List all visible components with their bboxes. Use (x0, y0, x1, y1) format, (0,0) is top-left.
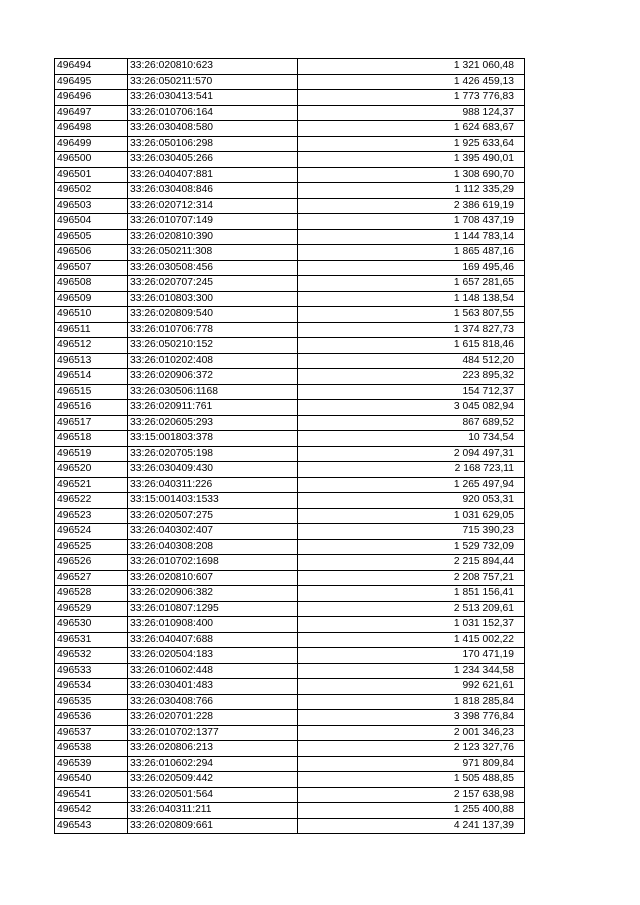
cadastral-value-cell: 1 148 138,54 (298, 291, 525, 307)
cadastral-value-cell: 867 689,52 (298, 415, 525, 431)
cadastral-number-cell: 33:26:020507:275 (128, 508, 298, 524)
row-number-cell: 496518 (55, 431, 128, 447)
cadastral-value-cell: 1 505 488,85 (298, 772, 525, 788)
cadastral-value-cell: 992 621,61 (298, 679, 525, 695)
table-row (55, 632, 525, 648)
cadastral-number-cell: 33:26:030405:266 (128, 152, 298, 168)
cadastral-number-cell: 33:26:020504:183 (128, 648, 298, 664)
table-row (55, 477, 525, 493)
cadastral-number-cell: 33:26:020701:228 (128, 710, 298, 726)
cadastral-value-cell: 1 851 156,41 (298, 586, 525, 602)
table-row (55, 539, 525, 555)
cadastral-value-cell: 1 308 690,70 (298, 167, 525, 183)
cadastral-number-cell: 33:26:040311:211 (128, 803, 298, 819)
cadastral-number-cell: 33:15:001403:1533 (128, 493, 298, 509)
cadastral-value-cell: 169 495,46 (298, 260, 525, 276)
table-row (55, 648, 525, 664)
table-row (55, 617, 525, 633)
cadastral-number-cell: 33:26:010908:400 (128, 617, 298, 633)
cadastral-number-cell: 33:26:010807:1295 (128, 601, 298, 617)
row-number-cell: 496509 (55, 291, 128, 307)
row-number-cell: 496540 (55, 772, 128, 788)
cadastral-number-cell: 33:26:010202:408 (128, 353, 298, 369)
cadastral-value-cell: 1 773 776,83 (298, 90, 525, 106)
table-row (55, 570, 525, 586)
table-row (55, 183, 525, 199)
row-number-cell: 496521 (55, 477, 128, 493)
cadastral-number-cell: 33:26:040308:208 (128, 539, 298, 555)
row-number-cell: 496524 (55, 524, 128, 540)
row-number-cell: 496538 (55, 741, 128, 757)
cadastral-value-cell: 154 712,37 (298, 384, 525, 400)
cadastral-value-cell: 920 053,31 (298, 493, 525, 509)
cadastral-number-cell: 33:26:030408:766 (128, 694, 298, 710)
cadastral-number-cell: 33:26:020810:390 (128, 229, 298, 245)
cadastral-number-cell: 33:26:020911:761 (128, 400, 298, 416)
table-row (55, 369, 525, 385)
row-number-cell: 496507 (55, 260, 128, 276)
table-row (55, 229, 525, 245)
row-number-cell: 496513 (55, 353, 128, 369)
table-row (55, 756, 525, 772)
table-row (55, 400, 525, 416)
table-row (55, 524, 525, 540)
row-number-cell: 496499 (55, 136, 128, 152)
cadastral-value-cell: 715 390,23 (298, 524, 525, 540)
cadastral-value-cell: 1 144 783,14 (298, 229, 525, 245)
row-number-cell: 496531 (55, 632, 128, 648)
table-row (55, 679, 525, 695)
cadastral-value-cell: 971 809,84 (298, 756, 525, 772)
cadastral-value-cell: 3 045 082,94 (298, 400, 525, 416)
cadastral-number-cell: 33:15:001803:378 (128, 431, 298, 447)
table-row (55, 663, 525, 679)
cadastral-value-table (54, 58, 525, 834)
cadastral-number-cell: 33:26:030506:1168 (128, 384, 298, 400)
cadastral-value-cell: 988 124,37 (298, 105, 525, 121)
table-row (55, 787, 525, 803)
table-row (55, 198, 525, 214)
table-row (55, 353, 525, 369)
cadastral-number-cell: 33:26:030413:541 (128, 90, 298, 106)
table-row (55, 446, 525, 462)
cadastral-value-cell: 2 513 209,61 (298, 601, 525, 617)
table-row (55, 555, 525, 571)
row-number-cell: 496505 (55, 229, 128, 245)
cadastral-number-cell: 33:26:010702:1698 (128, 555, 298, 571)
table-row (55, 508, 525, 524)
cadastral-value-cell: 1 112 335,29 (298, 183, 525, 199)
cadastral-number-cell: 33:26:010602:448 (128, 663, 298, 679)
cadastral-number-cell: 33:26:050106:298 (128, 136, 298, 152)
row-number-cell: 496533 (55, 663, 128, 679)
table-row (55, 741, 525, 757)
row-number-cell: 496515 (55, 384, 128, 400)
cadastral-number-cell: 33:26:020810:607 (128, 570, 298, 586)
row-number-cell: 496503 (55, 198, 128, 214)
row-number-cell: 496537 (55, 725, 128, 741)
cadastral-number-cell: 33:26:030409:430 (128, 462, 298, 478)
cadastral-value-cell: 1 563 807,55 (298, 307, 525, 323)
cadastral-value-cell: 4 241 137,39 (298, 818, 525, 834)
cadastral-value-cell: 1 255 400,88 (298, 803, 525, 819)
table-row (55, 415, 525, 431)
row-number-cell: 496514 (55, 369, 128, 385)
cadastral-number-cell: 33:26:020809:540 (128, 307, 298, 323)
cadastral-value-cell: 2 168 723,11 (298, 462, 525, 478)
cadastral-number-cell: 33:26:040311:226 (128, 477, 298, 493)
table-row (55, 105, 525, 121)
cadastral-number-cell: 33:26:010602:294 (128, 756, 298, 772)
cadastral-number-cell: 33:26:050210:152 (128, 338, 298, 354)
cadastral-value-cell: 2 215 894,44 (298, 555, 525, 571)
row-number-cell: 496523 (55, 508, 128, 524)
cadastral-value-cell: 1 925 633,64 (298, 136, 525, 152)
table-row (55, 725, 525, 741)
cadastral-number-cell: 33:26:030508:456 (128, 260, 298, 276)
cadastral-value-cell: 484 512,20 (298, 353, 525, 369)
table-row (55, 167, 525, 183)
table-row (55, 586, 525, 602)
cadastral-value-cell: 1 818 285,84 (298, 694, 525, 710)
cadastral-value-cell: 1 374 827,73 (298, 322, 525, 338)
table-row (55, 384, 525, 400)
row-number-cell: 496543 (55, 818, 128, 834)
row-number-cell: 496534 (55, 679, 128, 695)
cadastral-value-cell: 2 386 619,19 (298, 198, 525, 214)
cadastral-value-cell: 3 398 776,84 (298, 710, 525, 726)
cadastral-value-cell: 1 234 344,58 (298, 663, 525, 679)
row-number-cell: 496510 (55, 307, 128, 323)
cadastral-value-cell: 1 415 002,22 (298, 632, 525, 648)
cadastral-number-cell: 33:26:010803:300 (128, 291, 298, 307)
cadastral-value-cell: 1 265 497,94 (298, 477, 525, 493)
row-number-cell: 496508 (55, 276, 128, 292)
table-row (55, 601, 525, 617)
cadastral-number-cell: 33:26:050211:308 (128, 245, 298, 261)
row-number-cell: 496502 (55, 183, 128, 199)
cadastral-value-cell: 2 208 757,21 (298, 570, 525, 586)
cadastral-number-cell: 33:26:050211:570 (128, 74, 298, 90)
cadastral-number-cell: 33:26:040407:881 (128, 167, 298, 183)
cadastral-value-cell: 1 865 487,16 (298, 245, 525, 261)
table-row (55, 90, 525, 106)
document-page (54, 58, 524, 834)
cadastral-value-cell: 1 031 152,37 (298, 617, 525, 633)
table-row (55, 307, 525, 323)
row-number-cell: 496501 (55, 167, 128, 183)
cadastral-number-cell: 33:26:010707:149 (128, 214, 298, 230)
row-number-cell: 496526 (55, 555, 128, 571)
row-number-cell: 496525 (55, 539, 128, 555)
row-number-cell: 496497 (55, 105, 128, 121)
cadastral-number-cell: 33:26:040407:688 (128, 632, 298, 648)
cadastral-number-cell: 33:26:020605:293 (128, 415, 298, 431)
row-number-cell: 496512 (55, 338, 128, 354)
cadastral-value-cell: 1 426 459,13 (298, 74, 525, 90)
cadastral-number-cell: 33:26:020501:564 (128, 787, 298, 803)
table-row (55, 493, 525, 509)
cadastral-number-cell: 33:26:010702:1377 (128, 725, 298, 741)
cadastral-number-cell: 33:26:020906:382 (128, 586, 298, 602)
table-row (55, 136, 525, 152)
cadastral-number-cell: 33:26:020809:661 (128, 818, 298, 834)
table-row (55, 121, 525, 137)
cadastral-value-cell: 1 031 629,05 (298, 508, 525, 524)
cadastral-number-cell: 33:26:020906:372 (128, 369, 298, 385)
row-number-cell: 496539 (55, 756, 128, 772)
table-row (55, 462, 525, 478)
table-row (55, 74, 525, 90)
cadastral-number-cell: 33:26:010706:778 (128, 322, 298, 338)
row-number-cell: 496498 (55, 121, 128, 137)
table-row (55, 59, 525, 75)
table-row (55, 431, 525, 447)
row-number-cell: 496528 (55, 586, 128, 602)
row-number-cell: 496536 (55, 710, 128, 726)
cadastral-value-cell: 223 895,32 (298, 369, 525, 385)
cadastral-value-cell: 1 395 490,01 (298, 152, 525, 168)
table-row (55, 710, 525, 726)
cadastral-value-cell: 1 321 060,48 (298, 59, 525, 75)
table-row (55, 694, 525, 710)
cadastral-value-cell: 10 734,54 (298, 431, 525, 447)
row-number-cell: 496504 (55, 214, 128, 230)
table-row (55, 803, 525, 819)
cadastral-value-cell: 1 615 818,46 (298, 338, 525, 354)
table-row (55, 818, 525, 834)
row-number-cell: 496511 (55, 322, 128, 338)
table-row (55, 214, 525, 230)
cadastral-number-cell: 33:26:010706:164 (128, 105, 298, 121)
row-number-cell: 496522 (55, 493, 128, 509)
row-number-cell: 496517 (55, 415, 128, 431)
row-number-cell: 496500 (55, 152, 128, 168)
row-number-cell: 496535 (55, 694, 128, 710)
cadastral-value-cell: 170 471,19 (298, 648, 525, 664)
row-number-cell: 496527 (55, 570, 128, 586)
table-row (55, 260, 525, 276)
cadastral-number-cell: 33:26:030401:483 (128, 679, 298, 695)
cadastral-number-cell: 33:26:020810:623 (128, 59, 298, 75)
cadastral-value-cell: 2 157 638,98 (298, 787, 525, 803)
row-number-cell: 496516 (55, 400, 128, 416)
row-number-cell: 496542 (55, 803, 128, 819)
cadastral-number-cell: 33:26:040302:407 (128, 524, 298, 540)
table-body (55, 59, 525, 834)
cadastral-number-cell: 33:26:020712:314 (128, 198, 298, 214)
cadastral-value-cell: 1 624 683,67 (298, 121, 525, 137)
row-number-cell: 496532 (55, 648, 128, 664)
cadastral-number-cell: 33:26:020509:442 (128, 772, 298, 788)
table-row (55, 245, 525, 261)
cadastral-number-cell: 33:26:020806:213 (128, 741, 298, 757)
row-number-cell: 496506 (55, 245, 128, 261)
cadastral-value-cell: 2 001 346,23 (298, 725, 525, 741)
row-number-cell: 496495 (55, 74, 128, 90)
cadastral-number-cell: 33:26:030408:846 (128, 183, 298, 199)
cadastral-value-cell: 1 708 437,19 (298, 214, 525, 230)
cadastral-number-cell: 33:26:020707:245 (128, 276, 298, 292)
row-number-cell: 496530 (55, 617, 128, 633)
cadastral-value-cell: 2 094 497,31 (298, 446, 525, 462)
row-number-cell: 496496 (55, 90, 128, 106)
cadastral-number-cell: 33:26:020705:198 (128, 446, 298, 462)
row-number-cell: 496519 (55, 446, 128, 462)
table-row (55, 338, 525, 354)
cadastral-value-cell: 1 657 281,65 (298, 276, 525, 292)
cadastral-value-cell: 1 529 732,09 (298, 539, 525, 555)
table-row (55, 152, 525, 168)
row-number-cell: 496520 (55, 462, 128, 478)
row-number-cell: 496529 (55, 601, 128, 617)
row-number-cell: 496494 (55, 59, 128, 75)
table-row (55, 772, 525, 788)
table-row (55, 276, 525, 292)
cadastral-value-cell: 2 123 327,76 (298, 741, 525, 757)
cadastral-number-cell: 33:26:030408:580 (128, 121, 298, 137)
row-number-cell: 496541 (55, 787, 128, 803)
table-row (55, 291, 525, 307)
table-row (55, 322, 525, 338)
